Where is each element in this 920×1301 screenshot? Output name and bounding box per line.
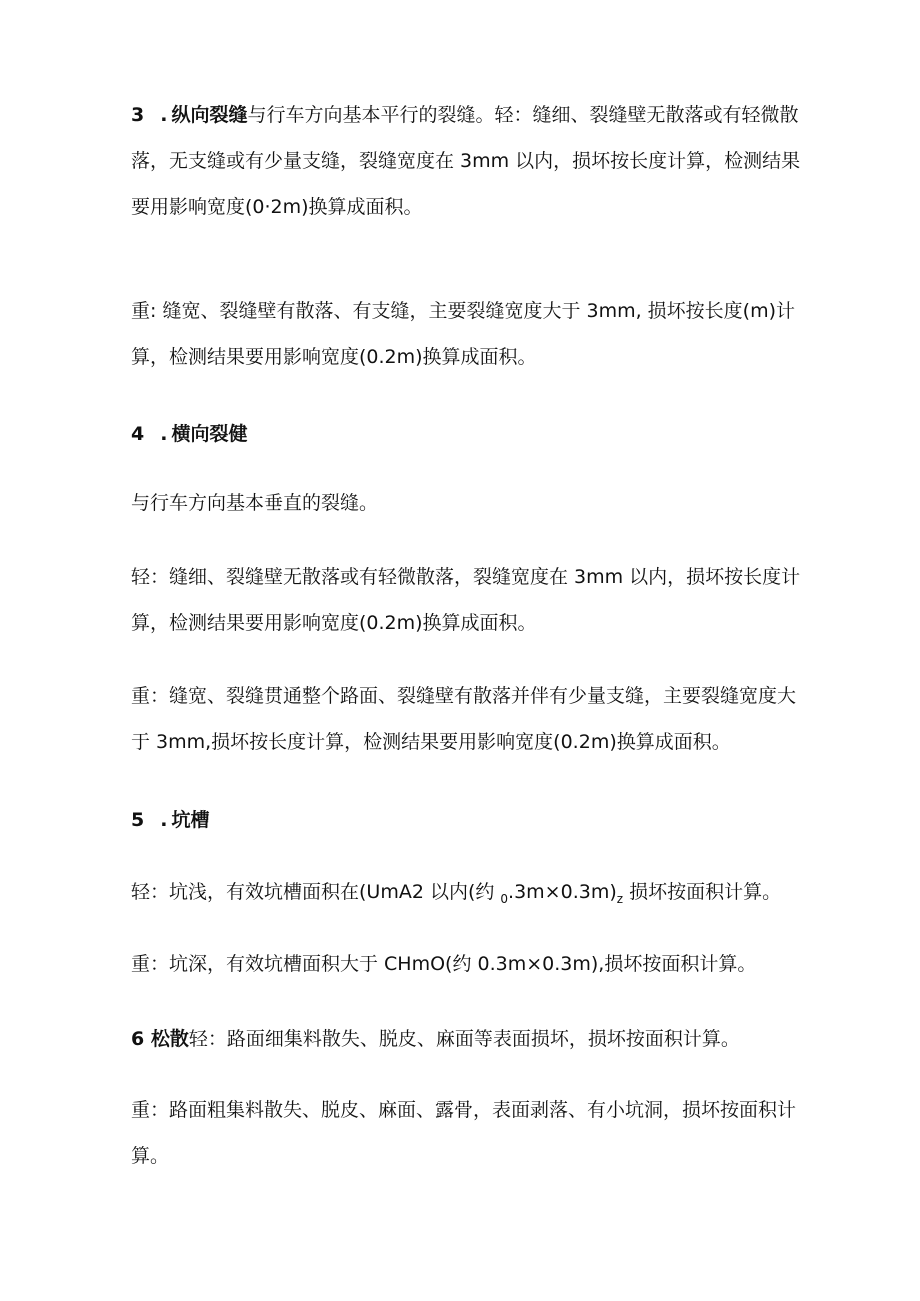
section-3-number: 3 [131, 104, 145, 126]
section-3-intro: 与行车方向基本平行的裂缝。轻：缝细、裂缝壁无散落或有轻微散落，无支缝或有少量支缝，裂缝宽度在 3mm 以内，损坏按长度计算，检测结果要用影响宽度(0·2m)换算成面积。 [131, 104, 801, 218]
section-5-dot: . [160, 809, 168, 831]
section-5-light-sub1: 0 [500, 892, 509, 906]
section-5-heading [131, 797, 803, 843]
section-5-title: 坑槽 [171, 809, 210, 831]
section-6-severe: 重：路面粗集料散失、脱皮、麻面、露骨，表面剥落、有小坑洞，损坏按面积计算。 [131, 1099, 797, 1167]
section-3-dot: . [160, 104, 168, 126]
section-4-title: 横向裂健 [171, 423, 248, 445]
section-3-severe: 重: 缝宽、裂缝壁有散落、有支缝，主要裂缝宽度大于 3mm, 损坏按长度(m)计算，检测结果要用影响宽度(0.2m)换算成面积。 [131, 300, 795, 368]
section-4-severe: 重：缝宽、裂缝贯通整个路面、裂缝壁有散落并伴有少量支缝，主要裂缝宽度大于 3mm,损坏按长度计算，检测结果要用影响宽度(0.2m)换算成面积。 [131, 685, 797, 753]
section-3-title: 纵向裂缝 [171, 104, 248, 126]
section-4-heading [131, 411, 803, 457]
section-4-definition: 与行车方向基本垂直的裂缝。 [131, 492, 379, 514]
section-6-paragraph [131, 1016, 803, 1062]
section-5-severe: 重：坑深，有效坑槽面积大于 CHmO(约 0.3m×0.3m),损坏按面积计算。 [131, 953, 757, 975]
section-4-dot: . [160, 423, 168, 445]
section-5-light-sub2: z [616, 892, 624, 906]
section-5-light [131, 869, 803, 917]
section-5-light-part3: 损坏按面积计算。 [623, 881, 782, 903]
section-3-paragraph [131, 92, 803, 230]
section-4-number: 4 [131, 423, 145, 445]
section-6-title: 6 松散 [131, 1028, 189, 1050]
section-5-light-part2: .3m×0.3m) [508, 881, 617, 903]
section-5-light-part1: 轻：坑浅，有效坑槽面积在(UmA2 以内(约 [131, 881, 501, 903]
section-6-light: 轻：路面细集料散失、脱皮、麻面等表面损坏，损坏按面积计算。 [188, 1028, 740, 1050]
section-4-light: 轻：缝细、裂缝壁无散落或有轻微散落，裂缝宽度在 3mm 以内，损坏按长度计算，检测结果要用影响宽度(0.2m)换算成面积。 [131, 566, 801, 634]
section-5-number: 5 [131, 809, 145, 831]
